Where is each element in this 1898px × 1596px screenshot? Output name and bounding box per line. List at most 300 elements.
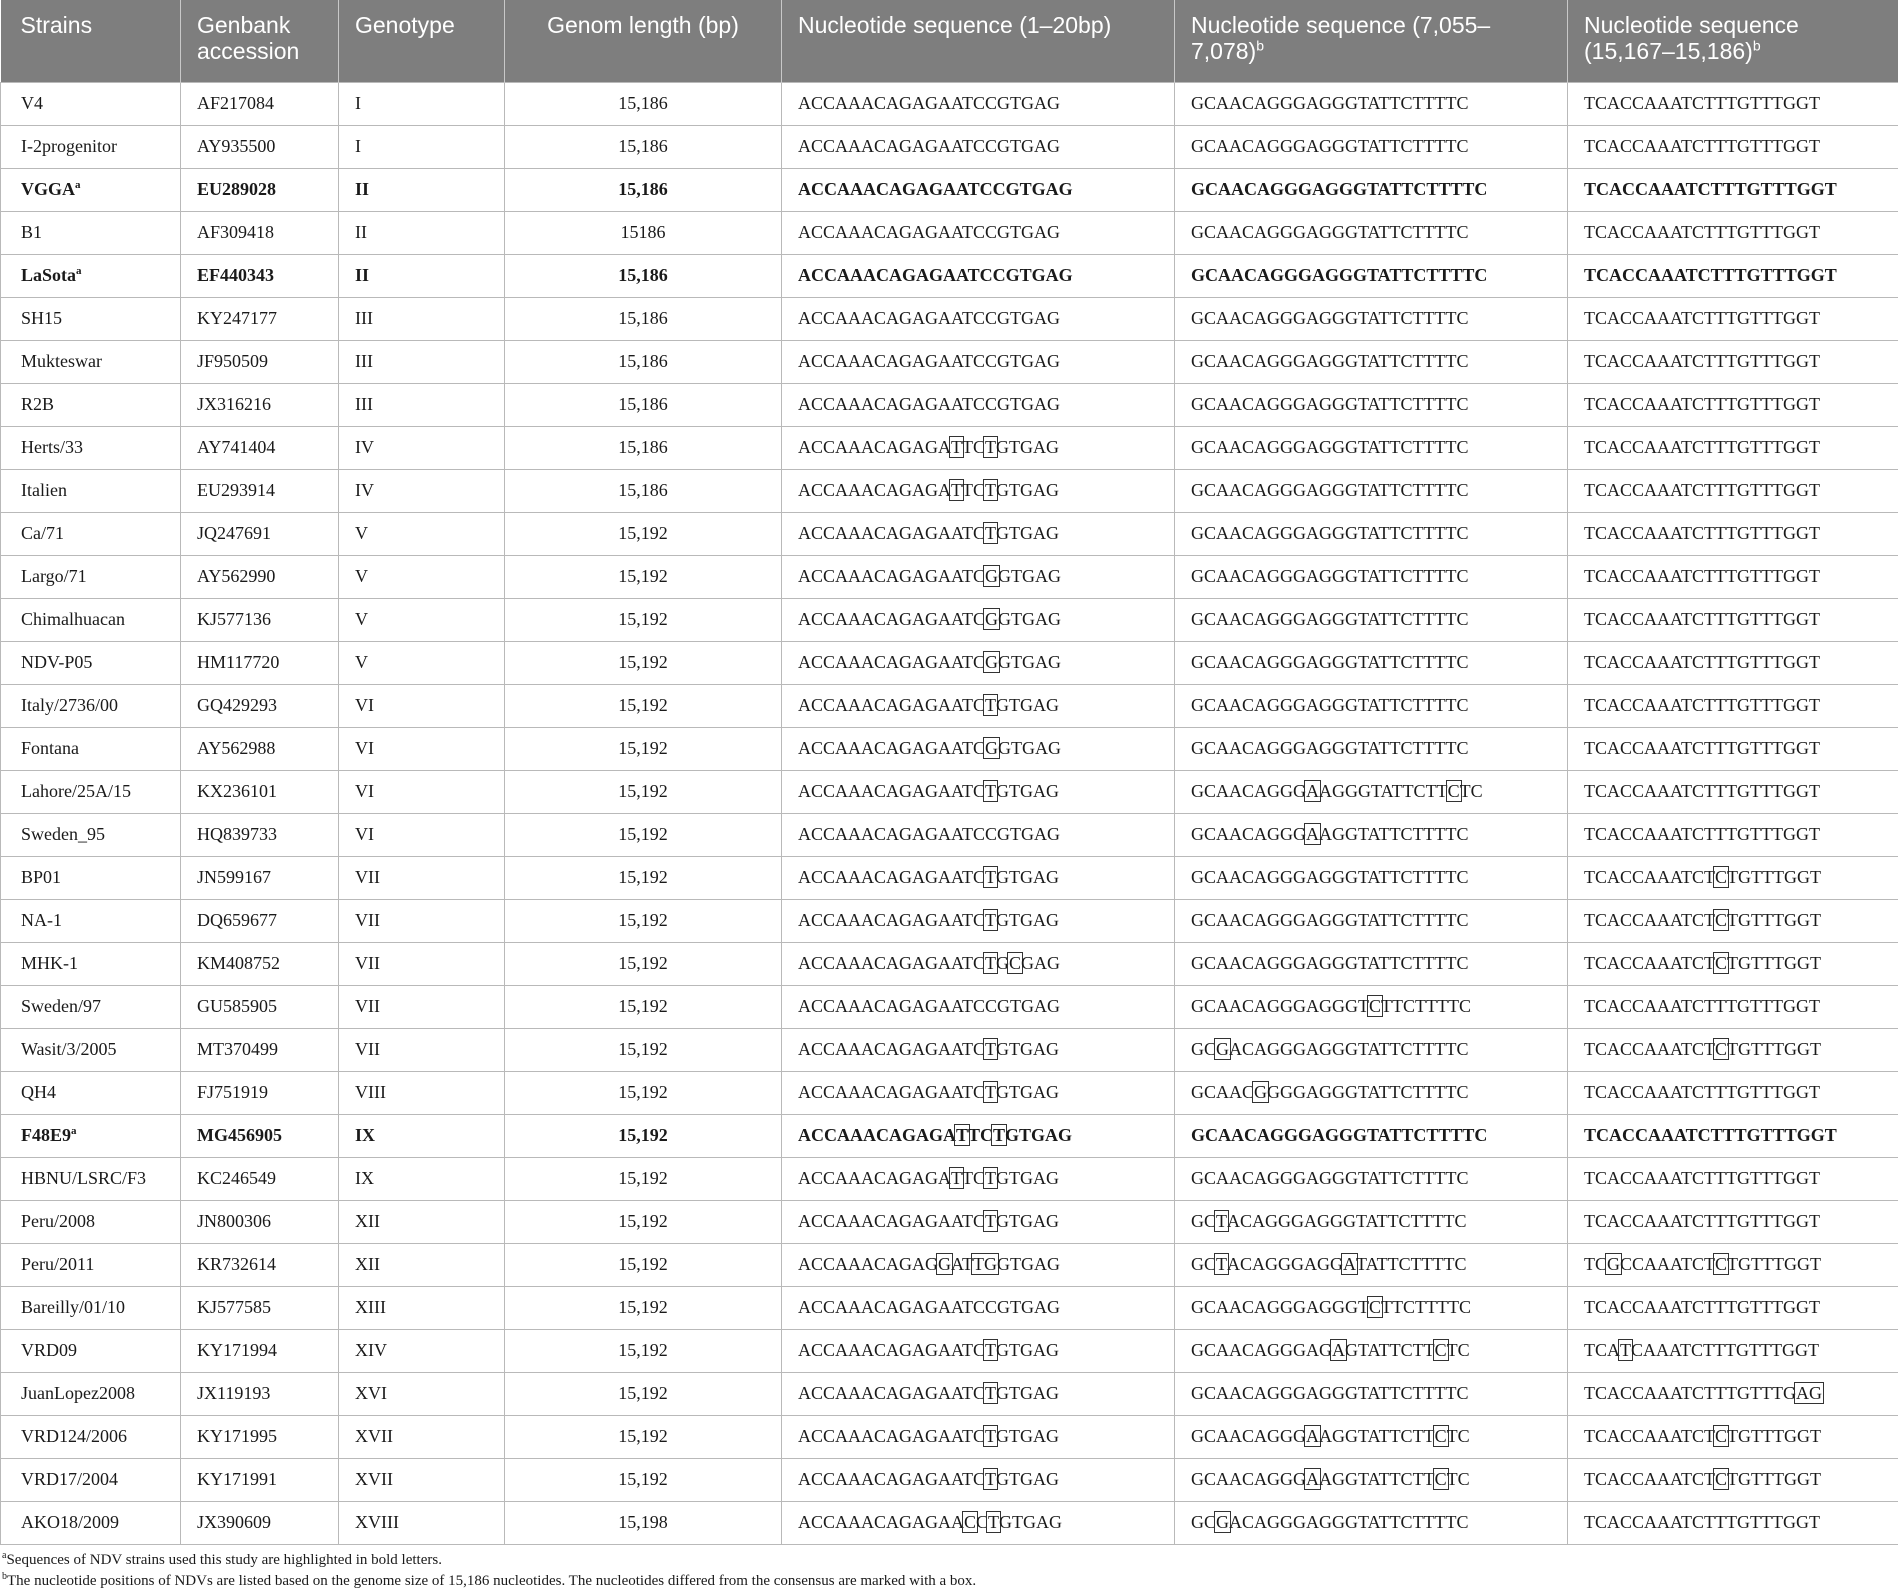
sequence-2-cell: GCTACAGGGAGGATATTCTTTTC — [1175, 1243, 1568, 1286]
length-cell: 15,192 — [505, 770, 782, 813]
accession-cell: JQ247691 — [181, 512, 339, 555]
col-header-seq-3: Nucleotide sequence $(15,167-15,186)^b$ — [1568, 0, 1898, 82]
sequence-2-cell: GCAACAGGGAGGGTATTCTTTTC — [1175, 82, 1568, 125]
sequence-3-cell: TCACCAAATCTTTGTTTGGT — [1568, 1501, 1898, 1544]
length-cell: 15,192 — [505, 1458, 782, 1501]
table-row — [1, 813, 1898, 856]
table-row — [1, 297, 1898, 340]
genotype-cell: XVI — [339, 1372, 505, 1415]
footnote-mark: a — [71, 1125, 77, 1137]
sequence-1-cell: ACCAAACAGAGAATCGGTGAG — [782, 641, 1175, 684]
genotype-cell: II — [339, 211, 505, 254]
sequence-3-cell: TCACCAAATCTTTGTTTGGT — [1568, 641, 1898, 684]
length-cell: 15,192 — [505, 1114, 782, 1157]
genotype-cell: XVII — [339, 1458, 505, 1501]
accession-cell: KJ577585 — [181, 1286, 339, 1329]
accession-cell: KJ577136 — [181, 598, 339, 641]
sequence-1-cell: ACCAAACAGAGAATCCGTGAG — [782, 1286, 1175, 1329]
table-row — [1, 211, 1898, 254]
table-row — [1, 125, 1898, 168]
sequence-2-cell: GCAACAGGGAGGGTATTCTTTTC — [1175, 1372, 1568, 1415]
strain-cell: BP01 — [1, 856, 181, 899]
accession-cell: AY935500 — [181, 125, 339, 168]
sequence-2-cell: GCAACAGGGAGGGTATTCTTTTC — [1175, 1157, 1568, 1200]
table-row — [1, 1243, 1898, 1286]
sequence-1-cell: ACCAAACAGAGATTCTGTGAG — [782, 1114, 1175, 1157]
sequence-1-cell: ACCAAACAGAGAATCGGTGAG — [782, 555, 1175, 598]
length-cell: 15186 — [505, 211, 782, 254]
diff-nucleotide-box: C — [1715, 910, 1728, 930]
diff-nucleotide-box: G — [1607, 1254, 1621, 1274]
sequence-2-cell: GCGACAGGGAGGGTATTCTTTTC — [1175, 1501, 1568, 1544]
sequence-1-cell: ACCAAACAGAGAATCCGTGAG — [782, 985, 1175, 1028]
table-row — [1, 1028, 1898, 1071]
strain-cell: F48E9$^a$ — [1, 1114, 181, 1157]
strain-cell: Wasit/3/2005 — [1, 1028, 181, 1071]
sequence-2-cell: GCTACAGGGAGGGTATTCTTTTC — [1175, 1200, 1568, 1243]
sequence-1-cell: ACCAAACAGAGAATCCGTGAG — [782, 383, 1175, 426]
table-row — [1, 168, 1898, 211]
diff-nucleotide-box: C — [1434, 1340, 1447, 1360]
accession-cell: KM408752 — [181, 942, 339, 985]
diff-nucleotide-box: G — [1216, 1039, 1230, 1059]
accession-cell: HM117720 — [181, 641, 339, 684]
accession-cell: GU585905 — [181, 985, 339, 1028]
sequence-1-cell: ACCAAACAGAGGATTGGTGAG — [782, 1243, 1175, 1286]
table-row — [1, 469, 1898, 512]
length-cell: 15,186 — [505, 297, 782, 340]
accession-cell: KC246549 — [181, 1157, 339, 1200]
strain-cell: QH4 — [1, 1071, 181, 1114]
length-cell: 15,192 — [505, 1286, 782, 1329]
sequence-3-cell: TCACCAAATCTTTGTTTGGT — [1568, 684, 1898, 727]
length-cell: 15,192 — [505, 1372, 782, 1415]
genotype-cell: III — [339, 340, 505, 383]
table-row — [1, 254, 1898, 297]
diff-nucleotide-box: T — [988, 1512, 1000, 1532]
strain-cell: Ca/71 — [1, 512, 181, 555]
header-footnote-mark: b — [1752, 37, 1761, 54]
sequence-2-cell: GCAACAGGGAGGGTATTCTTTTC — [1175, 555, 1568, 598]
sequence-2-cell: GCAACAGGGAGGGTATTCTTTTC — [1175, 211, 1568, 254]
accession-cell: JN599167 — [181, 856, 339, 899]
accession-cell: AY562988 — [181, 727, 339, 770]
sequence-2-cell: GCAACAGGGAGGGTATTCTTTTC — [1175, 598, 1568, 641]
diff-nucleotide-box: C — [1715, 953, 1728, 973]
accession-cell: KY171995 — [181, 1415, 339, 1458]
genotype-cell: III — [339, 297, 505, 340]
strain-cell: Peru/2008 — [1, 1200, 181, 1243]
genotype-cell: XII — [339, 1200, 505, 1243]
accession-cell: JX316216 — [181, 383, 339, 426]
strain-cell: VGGA$^a$ — [1, 168, 181, 211]
sequence-1-cell: ACCAAACAGAGAATCCGTGAG — [782, 340, 1175, 383]
accession-cell: EU293914 — [181, 469, 339, 512]
sequence-1-cell: ACCAAACAGAGAATCCGTGAG — [782, 211, 1175, 254]
genotype-cell: II — [339, 254, 505, 297]
strain-cell: Fontana — [1, 727, 181, 770]
accession-cell: JX390609 — [181, 1501, 339, 1544]
sequence-3-cell: TCACCAAATCTTTGTTTGGT — [1568, 813, 1898, 856]
diff-nucleotide-box: C — [1715, 1039, 1728, 1059]
genotype-cell: IX — [339, 1157, 505, 1200]
sequence-2-cell: GCAACAGGGAGGGTATTCTTTTC — [1175, 727, 1568, 770]
strain-cell: Herts/33 — [1, 426, 181, 469]
genotype-cell: XVIII — [339, 1501, 505, 1544]
strain-cell: SH15 — [1, 297, 181, 340]
table-row — [1, 770, 1898, 813]
sequence-2-cell: GCAACAGGGAGGGTATTCTTTTC — [1175, 641, 1568, 684]
sequence-2-cell: GCAACAGGGAGGGTCTTCTTTTC — [1175, 985, 1568, 1028]
genotype-cell: V — [339, 555, 505, 598]
accession-cell: AF217084 — [181, 82, 339, 125]
table-row — [1, 1114, 1898, 1157]
sequence-2-cell: GCAACAGGGAGGGTATTCTTTTC — [1175, 383, 1568, 426]
sequence-2-cell: GCAACAGGGAGAGTATTCTTCTC — [1175, 1329, 1568, 1372]
strain-cell: Sweden_95 — [1, 813, 181, 856]
strain-cell: Sweden/97 — [1, 985, 181, 1028]
strain-cell: Mukteswar — [1, 340, 181, 383]
genotype-cell: VII — [339, 856, 505, 899]
table-row — [1, 82, 1898, 125]
genotype-cell: VI — [339, 770, 505, 813]
sequence-2-cell: GCAACAGGGAGGGTATTCTTTTC — [1175, 1114, 1568, 1157]
sequence-2-cell: GCAACAGGGAGGGTATTCTTTTC — [1175, 297, 1568, 340]
sequence-1-cell: ACCAAACAGAGAATCTGTGAG — [782, 512, 1175, 555]
length-cell: 15,192 — [505, 1243, 782, 1286]
sequence-2-cell: GCAACAGGGAGGGTATTCTTTTC — [1175, 254, 1568, 297]
length-cell: 15,192 — [505, 1157, 782, 1200]
sequence-2-cell: GCAACAGGGAAGGGTATTCTTCTC — [1175, 770, 1568, 813]
accession-cell: KY171994 — [181, 1329, 339, 1372]
diff-nucleotide-box: C — [1369, 996, 1382, 1016]
length-cell: 15,192 — [505, 1415, 782, 1458]
sequence-3-cell: TCACCAAATCTCTGTTTGGT — [1568, 942, 1898, 985]
accession-cell: GQ429293 — [181, 684, 339, 727]
table-row — [1, 985, 1898, 1028]
diff-nucleotide-box: T — [951, 480, 963, 500]
genotype-cell: VII — [339, 942, 505, 985]
accession-cell: KX236101 — [181, 770, 339, 813]
sequence-1-cell: ACCAAACAGAGATTCTGTGAG — [782, 426, 1175, 469]
sequence-1-cell: ACCAAACAGAGAATCTGTGAG — [782, 1329, 1175, 1372]
sequence-1-cell: ACCAAACAGAGAATCTGTGAG — [782, 1458, 1175, 1501]
col-header-length: Genom length (bp) — [505, 0, 782, 82]
genotype-cell: XIII — [339, 1286, 505, 1329]
strain-cell: VRD09 — [1, 1329, 181, 1372]
strain-cell: Italy/2736/00 — [1, 684, 181, 727]
length-cell: 15,186 — [505, 254, 782, 297]
sequence-2-cell: GCAACAGGGAGGGTATTCTTTTC — [1175, 942, 1568, 985]
strain-cell: MHK-1 — [1, 942, 181, 985]
diff-nucleotide-box: C — [964, 1512, 977, 1532]
strain-cell: NDV-P05 — [1, 641, 181, 684]
diff-nucleotide-box: T — [951, 437, 963, 457]
diff-nucleotide-box: A — [1306, 1469, 1320, 1489]
accession-cell: MT370499 — [181, 1028, 339, 1071]
strain-cell: R2B — [1, 383, 181, 426]
sequence-3-cell: TCACCAAATCTTTGTTTGGT — [1568, 1200, 1898, 1243]
footnote-a: $^a$Sequences of NDV strains used this study are highlighted in bold letters. — [2, 1550, 442, 1568]
sequence-1-cell: ACCAAACAGAGAATCGGTGAG — [782, 598, 1175, 641]
sequence-1-cell: ACCAAACAGAGAATCTGCGAG — [782, 942, 1175, 985]
genotype-cell: V — [339, 512, 505, 555]
diff-nucleotide-box: G — [985, 609, 999, 629]
strain-cell: HBNU/LSRC/F3 — [1, 1157, 181, 1200]
diff-nucleotide-box: A — [1332, 1340, 1346, 1360]
sequence-1-cell: ACCAAACAGAGAATCGGTGAG — [782, 727, 1175, 770]
diff-nucleotide-box: T — [993, 1125, 1006, 1145]
strain-cell: Chimalhuacan — [1, 598, 181, 641]
length-cell: 15,186 — [505, 82, 782, 125]
accession-cell: KY171991 — [181, 1458, 339, 1501]
diff-nucleotide-box: T — [985, 437, 997, 457]
genotype-cell: VII — [339, 985, 505, 1028]
genotype-cell: XIV — [339, 1329, 505, 1372]
sequence-3-cell: TCACCAAATCTCTGTTTGGT — [1568, 1028, 1898, 1071]
col-header-strains: Strains — [1, 0, 181, 82]
sequence-1-cell: ACCAAACAGAGAATCCGTGAG — [782, 168, 1175, 211]
length-cell: 15,192 — [505, 1329, 782, 1372]
sequence-3-cell: TCACCAAATCTTTGTTTGGT — [1568, 770, 1898, 813]
footnotes — [0, 1550, 1898, 1592]
diff-nucleotide-box: T — [985, 781, 997, 801]
length-cell: 15,192 — [505, 1028, 782, 1071]
diff-nucleotide-box: T — [985, 1340, 997, 1360]
diff-nucleotide-box: T — [985, 1426, 997, 1446]
sequence-1-cell: ACCAAACAGAGAATCTGTGAG — [782, 1200, 1175, 1243]
diff-nucleotide-box: T — [985, 480, 997, 500]
genotype-cell: I — [339, 125, 505, 168]
genotype-cell: XVII — [339, 1415, 505, 1458]
sequence-2-cell: GCAACAGGGAGGGTATTCTTTTC — [1175, 899, 1568, 942]
sequence-1-cell: ACCAAACAGAGAATCCGTGAG — [782, 254, 1175, 297]
table-row — [1, 598, 1898, 641]
sequence-2-cell: GCAACAGGGAGGGTATTCTTTTC — [1175, 856, 1568, 899]
diff-nucleotide-box: T — [985, 1082, 997, 1102]
table-row — [1, 1372, 1898, 1415]
diff-nucleotide-box: G — [1254, 1082, 1268, 1102]
sequence-1-cell: ACCAAACAGAGAATCCGTGAG — [782, 125, 1175, 168]
accession-cell: EU289028 — [181, 168, 339, 211]
sequence-3-cell: TCACCAAATCTTTGTTTGGT — [1568, 1114, 1898, 1157]
sequence-1-cell: ACCAAACAGAGAACCTGTGAG — [782, 1501, 1175, 1544]
table-row — [1, 512, 1898, 555]
diff-nucleotide-box: T — [1216, 1211, 1228, 1231]
diff-nucleotide-box: G — [985, 566, 999, 586]
sequence-2-cell: GCAACAGGGAGGGTATTCTTTTC — [1175, 340, 1568, 383]
col-header-genotype: Genotype — [339, 0, 505, 82]
table-row — [1, 555, 1898, 598]
accession-cell: HQ839733 — [181, 813, 339, 856]
header-row — [1, 0, 1898, 82]
length-cell: 15,192 — [505, 985, 782, 1028]
strain-cell: Largo/71 — [1, 555, 181, 598]
footnote-b: $^b$The nucleotide positions of NDVs are listed based on the genome size of 15,186 nucleotides. The nucleotides differed from the consensus are marked with a box. — [2, 1571, 977, 1589]
diff-nucleotide-box: T — [985, 523, 997, 543]
length-cell: 15,192 — [505, 512, 782, 555]
diff-nucleotide-box: T — [951, 1168, 963, 1188]
length-cell: 15,192 — [505, 641, 782, 684]
genotype-cell: V — [339, 641, 505, 684]
sequence-1-cell: ACCAAACAGAGATTCTGTGAG — [782, 469, 1175, 512]
sequence-3-cell: TCACCAAATCTCTGTTTGGT — [1568, 1415, 1898, 1458]
genotype-cell: VII — [339, 1028, 505, 1071]
diff-nucleotide-box: T — [1216, 1254, 1228, 1274]
length-cell: 15,186 — [505, 340, 782, 383]
genotype-cell: VI — [339, 684, 505, 727]
genotype-cell: VII — [339, 899, 505, 942]
sequence-3-cell: TCACCAAATCTTTGTTTGGT — [1568, 1071, 1898, 1114]
diff-nucleotide-box: T — [985, 1383, 997, 1403]
genotype-cell: I — [339, 82, 505, 125]
diff-nucleotide-box: G — [938, 1254, 952, 1274]
sequence-1-cell: ACCAAACAGAGAATCCGTGAG — [782, 297, 1175, 340]
sequence-3-cell: TCACCAAATCTTTGTTTGGT — [1568, 168, 1898, 211]
genotype-cell: II — [339, 168, 505, 211]
col-header-genbank: Genbank accession — [181, 0, 339, 82]
table-row — [1, 1200, 1898, 1243]
footnote-mark: a — [76, 265, 82, 277]
accession-cell: EF440343 — [181, 254, 339, 297]
strain-cell: AKO18/2009 — [1, 1501, 181, 1544]
diff-nucleotide-box: G — [985, 652, 999, 672]
sequence-3-cell: TCACCAAATCTTTGTTTGGT — [1568, 254, 1898, 297]
genotype-cell: V — [339, 598, 505, 641]
diff-nucleotide-box: T — [985, 695, 997, 715]
sequence-3-cell: TCACCAAATCTTTGTTTGGT — [1568, 512, 1898, 555]
genotype-cell: XII — [339, 1243, 505, 1286]
length-cell: 15,186 — [505, 125, 782, 168]
table-row — [1, 1286, 1898, 1329]
diff-nucleotide-box: A — [1306, 1426, 1320, 1446]
length-cell: 15,192 — [505, 684, 782, 727]
length-cell: 15,192 — [505, 555, 782, 598]
table-row — [1, 426, 1898, 469]
sequence-2-cell: GCAACAGGGAGGGTATTCTTTTC — [1175, 512, 1568, 555]
diff-nucleotide-box: C — [1369, 1297, 1382, 1317]
strain-cell: I-2progenitor — [1, 125, 181, 168]
length-cell: 15,186 — [505, 168, 782, 211]
sequence-2-cell: GCGACAGGGAGGGTATTCTTTTC — [1175, 1028, 1568, 1071]
accession-cell: MG456905 — [181, 1114, 339, 1157]
diff-nucleotide-box: C — [1009, 953, 1022, 973]
length-cell: 15,192 — [505, 1071, 782, 1114]
sequence-2-cell: GCAACAGGGAGGGTATTCTTTTC — [1175, 684, 1568, 727]
sequence-3-cell: TCACCAAATCTTTGTTTGGT — [1568, 555, 1898, 598]
table-row — [1, 1329, 1898, 1372]
accession-cell: JF950509 — [181, 340, 339, 383]
table-row — [1, 1157, 1898, 1200]
sequence-1-cell: ACCAAACAGAGAATCTGTGAG — [782, 1028, 1175, 1071]
table-row — [1, 942, 1898, 985]
diff-nucleotide-box: G — [985, 738, 999, 758]
diff-nucleotide-box: T — [985, 1211, 997, 1231]
length-cell: 15,192 — [505, 813, 782, 856]
table-row — [1, 340, 1898, 383]
diff-nucleotide-box: C — [1715, 1254, 1728, 1274]
length-cell: 15,192 — [505, 942, 782, 985]
sequence-1-cell: ACCAAACAGAGAATCTGTGAG — [782, 856, 1175, 899]
sequence-2-cell: GCAACAGGGAGGGTATTCTTTTC — [1175, 469, 1568, 512]
diff-nucleotide-box: A — [1343, 1254, 1357, 1274]
sequence-2-cell: GCAACAGGGAAGGTATTCTTCTC — [1175, 1458, 1568, 1501]
sequence-3-cell: TCACCAAATCTTTGTTTGGT — [1568, 1157, 1898, 1200]
accession-cell: DQ659677 — [181, 899, 339, 942]
sequence-3-cell: TCACCAAATCTTTGTTTGGT — [1568, 82, 1898, 125]
sequence-3-cell: TCACCAAATCTTTGTTTGGT — [1568, 598, 1898, 641]
diff-nucleotide-box: AG — [1795, 1383, 1822, 1403]
sequence-1-cell: ACCAAACAGAGAATCTGTGAG — [782, 1415, 1175, 1458]
accession-cell: FJ751919 — [181, 1071, 339, 1114]
table-row — [1, 1071, 1898, 1114]
genotype-cell: IV — [339, 469, 505, 512]
sequence-3-cell: TCACCAAATCTTTGTTTGGT — [1568, 985, 1898, 1028]
sequence-1-cell: ACCAAACAGAGAATCTGTGAG — [782, 684, 1175, 727]
col-header-seq-1: Nucleotide sequence (1–20bp) — [782, 0, 1175, 82]
footnote-mark: a — [75, 179, 81, 191]
genotype-cell: IV — [339, 426, 505, 469]
diff-nucleotide-box: T — [985, 1039, 997, 1059]
diff-nucleotide-box: A — [1306, 781, 1320, 801]
diff-nucleotide-box: G — [1216, 1512, 1230, 1532]
sequence-1-cell: ACCAAACAGAGAATCTGTGAG — [782, 770, 1175, 813]
sequence-2-cell: GCAACAGGGAGGGTATTCTTTTC — [1175, 125, 1568, 168]
diff-nucleotide-box: T — [956, 1125, 969, 1145]
sequence-3-cell: TCACCAAATCTCTGTTTGGT — [1568, 1458, 1898, 1501]
sequence-3-cell: TCACCAAATCTTTGTTTGGT — [1568, 469, 1898, 512]
accession-cell: AY741404 — [181, 426, 339, 469]
length-cell: 15,192 — [505, 899, 782, 942]
col-header-seq-2: Nucleotide sequence $(7,055-7,078)^b$ — [1175, 0, 1568, 82]
genotype-cell: VIII — [339, 1071, 505, 1114]
sequence-2-cell: GCAACAGGGAGGGTATTCTTTTC — [1175, 426, 1568, 469]
accession-cell: JX119193 — [181, 1372, 339, 1415]
length-cell: 15,192 — [505, 727, 782, 770]
sequence-1-cell: ACCAAACAGAGAATCCGTGAG — [782, 813, 1175, 856]
diff-nucleotide-box: C — [1715, 867, 1728, 887]
accession-cell: JN800306 — [181, 1200, 339, 1243]
sequence-3-cell: TCACCAAATCTTTGTTTGAG — [1568, 1372, 1898, 1415]
diff-nucleotide-box: TG — [973, 1254, 998, 1274]
sequence-3-cell: TCACCAAATCTTTGTTTGGT — [1568, 383, 1898, 426]
sequence-2-cell: GCAACAGGGAGGGTCTTCTTTTC — [1175, 1286, 1568, 1329]
length-cell: 15,186 — [505, 426, 782, 469]
sequence-1-cell: ACCAAACAGAGAATCTGTGAG — [782, 1071, 1175, 1114]
sequence-3-cell: TCACCAAATCTCTGTTTGGT — [1568, 899, 1898, 942]
strain-cell: JuanLopez2008 — [1, 1372, 181, 1415]
table-row — [1, 727, 1898, 770]
table-row — [1, 1415, 1898, 1458]
sequence-3-cell: TCATCAAATCTTTGTTTGGT — [1568, 1329, 1898, 1372]
diff-nucleotide-box: T — [985, 1168, 997, 1188]
length-cell: 15,192 — [505, 598, 782, 641]
table-row — [1, 383, 1898, 426]
accession-cell: AF309418 — [181, 211, 339, 254]
strain-cell: Italien — [1, 469, 181, 512]
table-row — [1, 1501, 1898, 1544]
accession-cell: AY562990 — [181, 555, 339, 598]
sequence-3-cell: TCACCAAATCTTTGTTTGGT — [1568, 211, 1898, 254]
sequence-3-cell: TCACCAAATCTTTGTTTGGT — [1568, 727, 1898, 770]
genotype-cell: IX — [339, 1114, 505, 1157]
sequence-3-cell: TCACCAAATCTTTGTTTGGT — [1568, 297, 1898, 340]
diff-nucleotide-box: C — [1715, 1426, 1728, 1446]
sequence-3-cell: TCACCAAATCTTTGTTTGGT — [1568, 1286, 1898, 1329]
diff-nucleotide-box: T — [985, 867, 997, 887]
length-cell: 15,186 — [505, 469, 782, 512]
diff-nucleotide-box: C — [1434, 1426, 1447, 1446]
